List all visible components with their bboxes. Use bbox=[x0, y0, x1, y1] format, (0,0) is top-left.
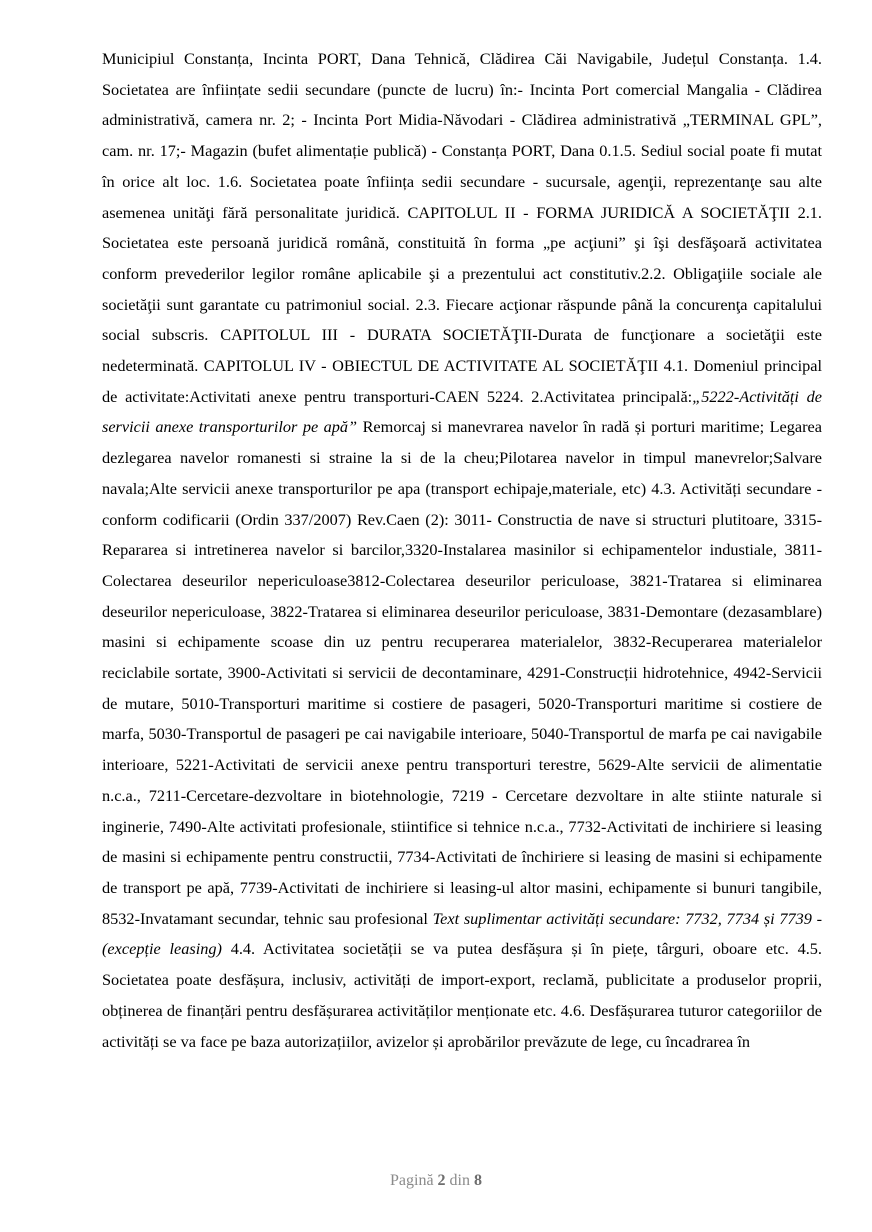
italic-segment-activitate-principala: „5222-Activități de servicii anexe transporturilor pe apă” bbox=[102, 386, 823, 437]
footer-of-word: din bbox=[449, 1172, 470, 1189]
text-segment-2: Remorcaj si manevrarea navelor în radă și porturi maritime; Legarea dezlegarea navelor romanesti si straine la si de la cheu;Pilotarea navelor in timpul manevrelor;Salvare navala;Alte servicii anexe transporturilor pe apa (transport echipaje,materiale, etc) 4.3. Activități secundare - conform codificarii (Ordin 337/2007) Rev.Caen (2): 3011- Constructia de nave si structuri plutitoare, 3315-Repararea si intretinerea navelor si barcilor,3320-Instalarea masinilor si echipamentelor industiale, 3811-Colectarea deseurilor nepericuloase3812-Colectarea deseurilor periculoase, 3821-Tratarea si eliminarea deseurilor nepericuloase, 3822-Tratarea si eliminarea deseurilor periculoase, 3831-Demontare (dezasamblare) masini si echipamente scoase din uz pentru recuperarea materialelor, 3832-Recuperarea materialelor reciclabile sortate, 3900-Activitati si servicii de decontaminare, 4291-Construcții hidrotehnice, 4942-Servicii de mutare, 5010-Transporturi maritime si costiere de pasageri, 5020-Transporturi maritime si costiere de marfa, 5030-Transportul de pasageri pe cai navigabile interioare, 5040-Transportul de marfa pe cai navigabile interioare, 5221-Activitati de servicii anexe pentru transporturi terestre, 5629-Alte servicii de alimentatie n.c.a., 7211-Cercetare-dezvoltare in biotehnologie, 7219 - Cercetare dezvoltare in alte stiinte naturale si inginerie, 7490-Alte activitati profesionale, stiintifice si tehnice n.c.a., 7732-Activitati de inchiriere si leasing de masini si echipamente pentru constructii, 7734-Activitati de închiriere si leasing de masini si echipamente de transport pe apă, 7739-Activitati de inchiriere si leasing-ul altor masini, echipamente si bunuri tangibile, 8532-Invatamant secundar, tehnic sau profesional bbox=[102, 417, 823, 928]
footer-page-word: Pagină bbox=[390, 1172, 434, 1189]
text-segment-3: 4.4. Activitatea societății se va putea desfășura și în piețe, târguri, oboare etc. 4.5. Societatea poate desfășura, inclusiv, activități de import-export, reclamă, publicitate a produselor proprii, obținerea de finanțări pentru desfășurarea activităților menționate etc. 4.6. Desfășurarea tuturor categoriilor de activități se va face pe baza autorizațiilor, avizelor și aprobărilor prevăzute de lege, cu încadrarea în bbox=[102, 939, 822, 1051]
footer-total-pages: 8 bbox=[474, 1172, 482, 1189]
footer-page-number: 2 bbox=[437, 1172, 446, 1189]
italic-segment-text-suplimentar: Text suplimentar activități secundare: 7732, 7734 și 7739 - (excepție leasing) bbox=[102, 908, 822, 959]
page-footer bbox=[0, 1172, 872, 1190]
body-paragraph bbox=[102, 44, 822, 1057]
text-segment-1: Municipiul Constanța, Incinta PORT, Dana Tehnică, Clădirea Căi Navigabile, Județul Constanța. 1.4. Societatea are înființate sedii secundare (puncte de lucru) în:- Incinta Port comercial Mangalia - Clădirea administrativă, camera nr. 2; - Incinta Port Midia-Năvodari - Clădirea administrativă „TERMINAL GPL”, cam. nr. 17;- Magazin (bufet alimentație publică) - Constanța PORT, Dana 0.1.5. Sediul social poate fi mutat în orice alt loc. 1.6. Societatea poate înființa sedii secundare - sucursale, agenţii, reprezentanţe sau alte asemenea unităţi fără personalitate juridică. CAPITOLUL II - FORMA JURIDICĂ A SOCIETĂŢII 2.1. Societatea este persoană juridică română, constituită în forma „pe acţiuni” şi îşi desfăşoară activitatea conform prevederilor legilor române aplicabile şi a prezentului act constitutiv.2.2. Obligaţiile sociale ale societăţii sunt garantate cu patrimoniul social. 2.3. Fiecare acţionar răspunde până la concurenţa capitalului social subscris. CAPITOLUL III - DURATA SOCIETĂŢII-Durata de funcţionare a societăţii este nedeterminată. CAPITOLUL IV - OBIECTUL DE ACTIVITATE AL SOCIETĂŢII 4.1. Domeniul principal de activitate:Activitati anexe pentru transporturi-CAEN 5224. 2.Activitatea principală: bbox=[102, 49, 822, 406]
